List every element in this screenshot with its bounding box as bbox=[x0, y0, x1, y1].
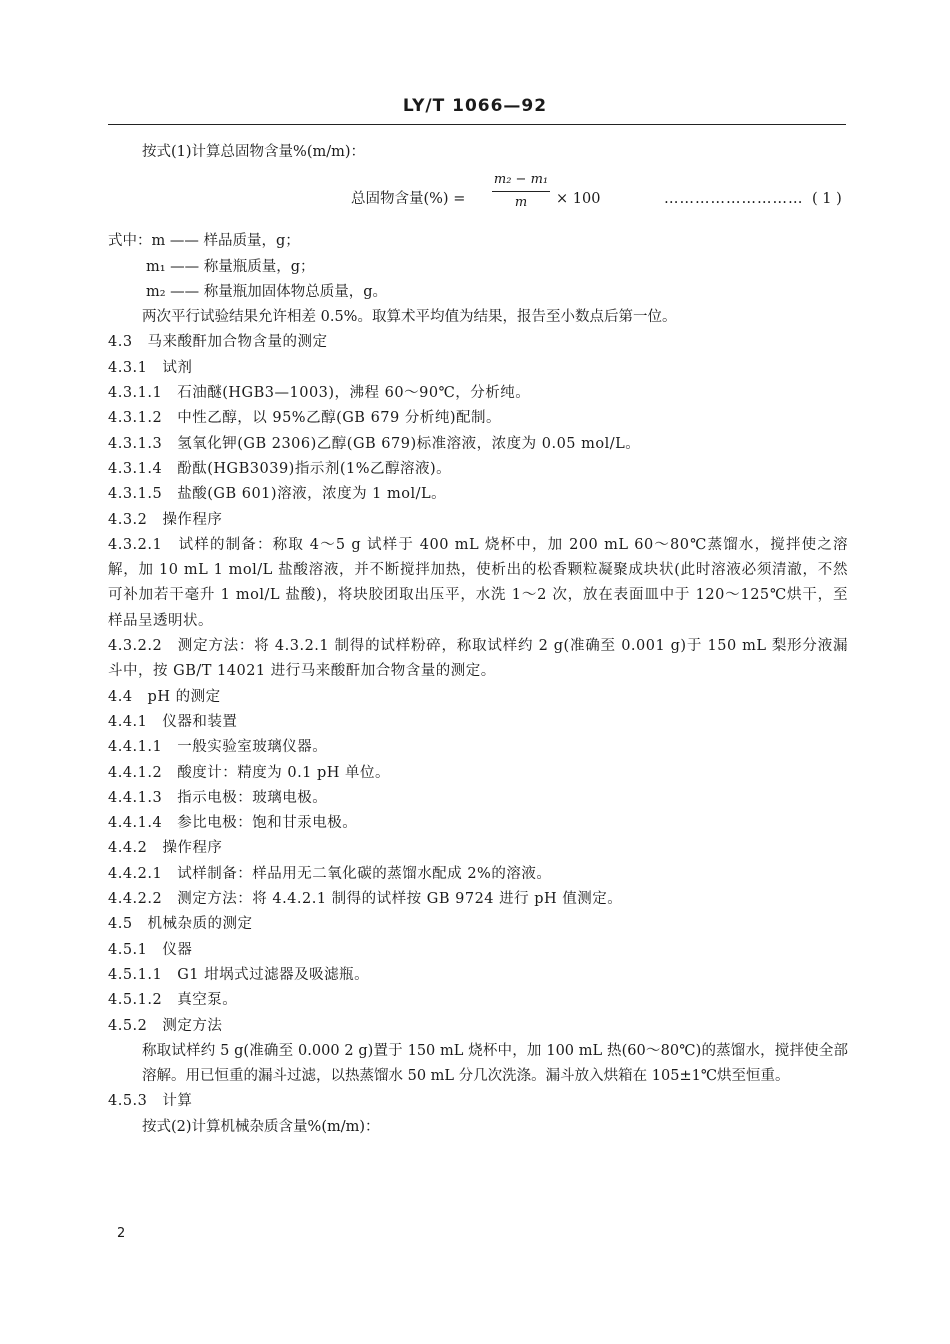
section-heading-4-3-2: 4.3.2 操作程序 bbox=[108, 511, 223, 528]
formula1-fraction bbox=[492, 171, 550, 212]
formula1-intro: 按式(1)计算总固物含量%(m/m)： bbox=[142, 144, 366, 160]
item-4-4-1-2: 4.4.1.2 酸度计：精度为 0.1 pH 单位。 bbox=[108, 764, 391, 781]
formula1-tail: × 100 bbox=[556, 191, 601, 208]
paragraph-4-3-2-2: 4.3.2.2 测定方法：将 4.3.2.1 制得的试样粉碎，称取试样约 2 g(准确至 0.001 g)于 150 mL 梨形分液漏斗中，按 GB/T 14021 进行马来酸酐加合物含量的测定。 bbox=[108, 638, 848, 680]
header-rule bbox=[108, 124, 846, 125]
page-number: 2 bbox=[117, 1226, 126, 1241]
section-heading-4-5-1: 4.5.1 仪器 bbox=[108, 941, 193, 958]
item-4-5-1-1: 4.5.1.1 G1 坩埚式过滤器及吸滤瓶。 bbox=[108, 966, 370, 983]
paragraph-4-3-2-1: 4.3.2.1 试样的制备：称取 4～5 g 试样于 400 mL 烧杯中，加 200 mL 60～80℃蒸馏水，搅拌使之溶解，加 10 mL 1 mol/L 盐酸溶液，并不断搅拌加热，使析出的松香颗粒凝聚成块状(此时溶液必须清澈，不然可补加若干毫升 1 mol/L 盐酸)，将块胶团取出压平，水洗 1～2 次，放在表面皿中于 120～125℃烘干，至样品呈透明状。 bbox=[108, 536, 848, 629]
variable-list bbox=[108, 229, 848, 305]
item-4-3-1-3: 4.3.1.3 氢氧化钾(GB 2306)乙醇(GB 679)标准溶液，浓度为 0.05 mol/L。 bbox=[108, 435, 641, 452]
formula1-denominator: m bbox=[514, 195, 528, 211]
section-heading-4-4: 4.4 pH 的测定 bbox=[108, 688, 221, 705]
section-heading-4-5-2: 4.5.2 测定方法 bbox=[108, 1017, 223, 1034]
item-4-4-1-4: 4.4.1.4 参比电极：饱和甘汞电极。 bbox=[108, 815, 358, 832]
section-heading-4-4-1: 4.4.1 仪器和装置 bbox=[108, 713, 238, 730]
page-body bbox=[108, 140, 848, 1140]
item-4-3-1-5: 4.3.1.5 盐酸(GB 601)溶液，浓度为 1 mol/L。 bbox=[108, 486, 447, 503]
paragraph-4-5-2: 称取试样约 5 g(准确至 0.000 2 g)置于 150 mL 烧杯中，加 100 mL 热(60～80℃)的蒸馏水，搅拌使全部溶解。用已恒重的漏斗过滤，以热蒸馏水 50 mL 分几次洗涤。漏斗放入烘箱在 105±1℃烘至恒重。 bbox=[142, 1042, 848, 1085]
item-4-3-1-4: 4.3.1.4 酚酞(HGB3039)指示剂(1%乙醇溶液)。 bbox=[108, 460, 452, 477]
section-heading-4-5-3: 4.5.3 计算 bbox=[108, 1093, 193, 1110]
var-m1: m₁ —— 称量瓶质量，g； bbox=[146, 258, 315, 275]
item-4-3-1-2: 4.3.1.2 中性乙醇，以 95%乙醇(GB 679 分析纯)配制。 bbox=[108, 410, 502, 427]
item-4-3-1-1: 4.3.1.1 石油醚(HGB3—1003)，沸程 60～90℃，分析纯。 bbox=[108, 385, 531, 402]
section-heading-4-3: 4.3 马来酸酐加合物含量的测定 bbox=[108, 334, 328, 351]
item-4-4-1-1: 4.4.1.1 一般实验室玻璃仪器。 bbox=[108, 739, 328, 756]
item-4-4-2-2: 4.4.2.2 测定方法：将 4.4.2.1 制得的试样按 GB 9724 进行 pH 值测定。 bbox=[108, 891, 623, 908]
formula-1 bbox=[108, 165, 848, 229]
formula1-numerator: m₂ − m₁ bbox=[492, 171, 550, 192]
section-heading-4-3-1: 4.3.1 试剂 bbox=[108, 359, 193, 376]
formula1-label: 总固物含量(%) = bbox=[351, 191, 466, 208]
text-line-0: 两次平行试验结果允许相差 0.5%。取算术平均值为结果，报告至小数点后第一位。 bbox=[142, 309, 677, 326]
item-4-5-1-2: 4.5.1.2 真空泵。 bbox=[108, 992, 238, 1009]
formula1-number: ( 1 ) bbox=[812, 191, 842, 208]
var-m2: m₂ —— 称量瓶加固体物总质量，g。 bbox=[146, 283, 388, 300]
section-heading-4-5: 4.5 机械杂质的测定 bbox=[108, 916, 253, 933]
item-4-4-1-3: 4.4.1.3 指示电极：玻璃电极。 bbox=[108, 789, 328, 806]
var-m: 式中：m —— 样品质量，g； bbox=[108, 233, 300, 250]
document-header: LY/T 1066—92 bbox=[402, 96, 548, 116]
formula2-intro: 按式(2)计算机械杂质含量%(m/m)： bbox=[142, 1118, 380, 1135]
formula1-leader-dots: ……………………… bbox=[664, 191, 804, 208]
item-4-4-2-1: 4.4.2.1 试样制备：样品用无二氧化碳的蒸馏水配成 2%的溶液。 bbox=[108, 865, 552, 882]
section-heading-4-4-2: 4.4.2 操作程序 bbox=[108, 840, 223, 857]
